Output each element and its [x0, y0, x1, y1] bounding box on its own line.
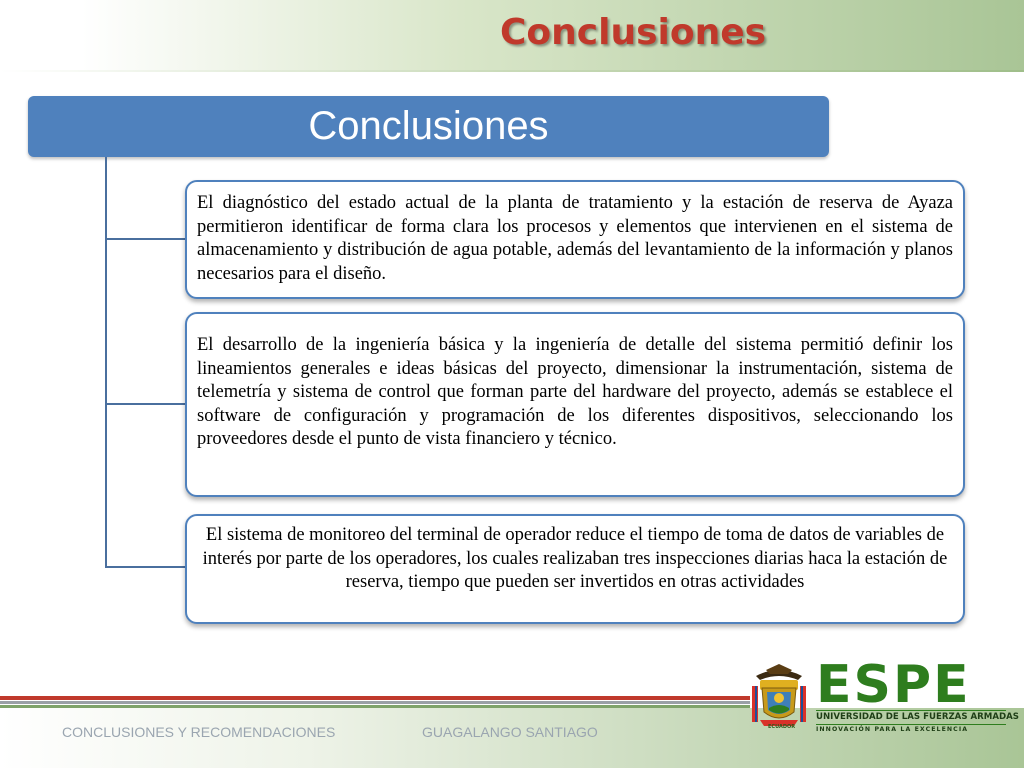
tree-connector-1: [105, 238, 187, 240]
tree-connector-3: [105, 566, 187, 568]
conclusion-text-1: El diagnóstico del estado actual de la planta de tratamiento y la estación de reserva de Ayaza permitieron identificar de forma clara los procesos y elementos que intervienen en el sistema de almacenamiento y distribución de agua potable, además del levantamiento de la información y planos necesarios para el diseño.: [197, 193, 953, 284]
tree-connector-2: [105, 403, 187, 405]
conclusion-card-1: [185, 180, 965, 299]
conclusion-card-2: [185, 312, 965, 497]
conclusion-card-3: [185, 514, 965, 624]
slide-title: Conclusiones: [500, 12, 767, 53]
section-header: [28, 96, 829, 157]
conclusion-text-2: El desarrollo de la ingeniería básica y la ingeniería de detalle del sistema permitió definir los lineamientos generales e ideas básicas del proyecto, dimensionar la instrumentación, sistema de telemetría y sistema de control que forman parte del hardware del proyecto, además se establece el software de configuración y programación de los diferentes dispositivos, seleccionando los proveedores desde el punto de vista financiero y técnico.: [197, 335, 953, 449]
university-motto: INNOVACIÓN PARA LA EXCELENCIA: [816, 724, 1006, 734]
conclusion-text-3: El sistema de monitoreo del terminal de operador reduce el tiempo de toma de datos de variables de interés por parte de los operadores, los cuales realizaban tres inspecciones diarias haca la estación de reserva, tiempo que pueden ser invertidos en otras actividades: [202, 525, 948, 592]
footer-stripes: [0, 696, 750, 708]
emblem-caption: ECUADOR: [768, 724, 796, 730]
tree-connector-vertical: [105, 157, 107, 568]
top-divider: [0, 70, 1024, 72]
section-header-label: Conclusiones: [308, 104, 549, 148]
espe-wordmark: ESPE: [816, 655, 971, 715]
footer-author-label: GUAGALANGO SANTIAGO: [422, 724, 598, 740]
footer-section-label: CONCLUSIONES Y RECOMENDACIONES: [62, 724, 336, 740]
university-name: UNIVERSIDAD DE LAS FUERZAS ARMADAS: [816, 712, 1019, 722]
espe-logo: [748, 655, 1019, 744]
footer-stripe-gray: [0, 701, 750, 704]
footer-stripe-red: [0, 696, 750, 700]
